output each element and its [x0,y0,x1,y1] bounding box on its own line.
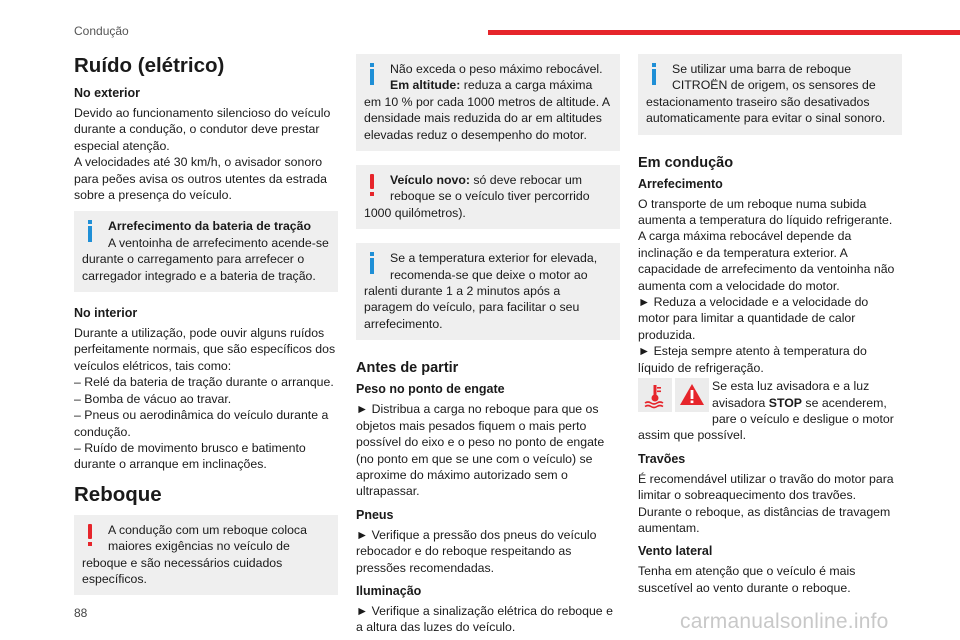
column-1 [74,54,338,609]
heading-no-exterior: No exterior [74,86,140,100]
header-accent-bar [488,30,960,35]
info-icon [364,63,378,85]
warning-lights-text-2: se acenderem, pare o veículo e desligue o motor assim que possível. [638,395,894,443]
list-item: – Ruído de movimento brusco e batimento durante o arranque em inclinações. [74,440,306,472]
column-2 [356,54,620,640]
info-box-tow-bar [638,54,902,135]
paragraph-interior: Durante a utilização, pode ouvir alguns ruídos perfeitamente normais, que são específicos dos veículos elétricos, tais como: [74,326,336,373]
list-item: – Bomba de vácuo ao travar. [74,391,232,406]
paragraph-exterior-2: A velocidades até 30 km/h, o avisador sonoro para peões avisa os outros utentes da estrada sobre a presença do veículo. [74,155,327,203]
info-box-text: A ventoinha de arrefecimento acende-se durante o carregamento para arrefecer o carregador integrado e a bateria de tração. [82,235,329,283]
paragraph [74,105,338,203]
list-item: – Relé da bateria de tração durante o arranque. [74,375,334,390]
warning-icon [82,524,96,546]
paragraph-pneus: ► Verifique a pressão dos pneus do veículo rebocador e do reboque respeitando as pressões recomendadas. [356,527,597,575]
warning-icon [364,174,378,196]
info-icon [364,252,378,274]
page-number: 88 [74,606,88,620]
warning-box-bold: Veículo novo: [390,173,470,188]
paragraph-arref-3: ► Esteja sempre atento à temperatura do líquido de refrigeração. [638,344,867,375]
paragraph [638,196,902,376]
info-box-text: Se utilizar uma barra de reboque CITROËN de origem, os sensores de estacionamento traseiro são desativados automaticamente para evitar o sinal sonoro. [646,62,886,126]
info-icon [646,63,660,85]
info-box-text: Se a temperatura exterior for elevada, recomenda-se que deixe o motor ao ralenti durante 1 a 2 minutos após a paragem do veículo, para facilitar o seu arrefecimento. [364,251,598,331]
heading-no-interior: No interior [74,306,138,321]
heading-iluminacao: Iluminação [356,583,422,598]
paragraph-vento: Tenha em atenção que o veículo é mais suscetível ao vento durante o reboque. [638,564,856,595]
warning-box-text: só deve rebocar um reboque se o veículo tiver percorrido 1000 quilómetros). [364,173,590,220]
heading-vento-lateral: Vento lateral [638,544,713,559]
paragraph-arref-2: ► Reduza a velocidade e a velocidade do motor para limitar a quantidade de calor produzida. [638,295,869,342]
paragraph-travoes: É recomendável utilizar o travão do motor para limitar o sobreaquecimento dos travões. Durante o reboque, as distâncias de travagem aumentam. [638,471,894,535]
section-title-reboque: Reboque [74,482,162,506]
info-box-temperature [356,243,620,340]
info-box-bold: Em altitude: [390,78,461,93]
heading-em-conducao: Em condução [638,154,734,171]
watermark: carmanualsonline.info [680,610,889,633]
coolant-temperature-icon [638,378,672,412]
stop-warning-icon [675,378,709,412]
warning-box-new-vehicle [356,165,620,229]
paragraph-exterior-1: Devido ao funcionamento silencioso do veículo durante a condução, o condutor deve prestar especial atenção. [74,106,331,153]
heading-peso: Peso no ponto de engate [356,382,505,397]
warning-box-text: A condução com um reboque coloca maiores exigências no veículo de reboque e são necessários cuidados específicos. [82,522,307,586]
info-box-title: Arrefecimento da bateria de tração [108,219,311,234]
warning-box-reboque [74,515,338,596]
paragraph-iluminacao: ► Verifique a sinalização elétrica do reboque e a altura das luzes do veículo. [356,603,613,635]
section-title-ruido: Ruído (elétrico) [74,54,225,77]
info-icon [82,220,96,242]
heading-pneus: Pneus [356,507,394,522]
paragraph-arref-1: O transporte de um reboque numa subida aumenta a temperatura do líquido refrigerante. A carga máxima rebocável depende da inclinação e da temperatura exterior. A capacidade de arrefecimento da ventoinha não aumenta com a velocidade do motor. [638,196,895,293]
info-box-max-weight [356,54,620,151]
warning-lights-row [638,378,902,444]
heading-antes-de-partir: Antes de partir [356,360,459,377]
info-box-battery-cooling [74,211,338,292]
info-box-line: Não exceda o peso máximo rebocável. [390,62,603,76]
paragraph-peso: ► Distribua a carga no reboque para que os objetos mais pesados fiquem o mais perto possível do eixo e o peso no ponto de engate (no ponto em que se une com o veículo) se aproxime do máximo autorizado sem o ultrapassar. [356,402,605,499]
warning-lights-text-1: Se esta luz avisadora e a luz avisadora [712,379,870,410]
header-section-title: Condução [74,24,129,38]
warning-lights-stop: STOP [768,395,803,410]
paragraph [74,325,338,473]
list-item: – Pneus ou aerodinâmica do veículo durante a condução. [74,408,329,439]
column-3 [638,54,902,604]
heading-travoes: Travões [638,451,686,466]
heading-arrefecimento: Arrefecimento [638,176,723,191]
info-box-text: reduza a carga máxima em 10 % por cada 1000 metros de altitude. A densidade mais reduzida do ar em altitudes elevadas reduz o desempenho do motor. [364,78,610,142]
